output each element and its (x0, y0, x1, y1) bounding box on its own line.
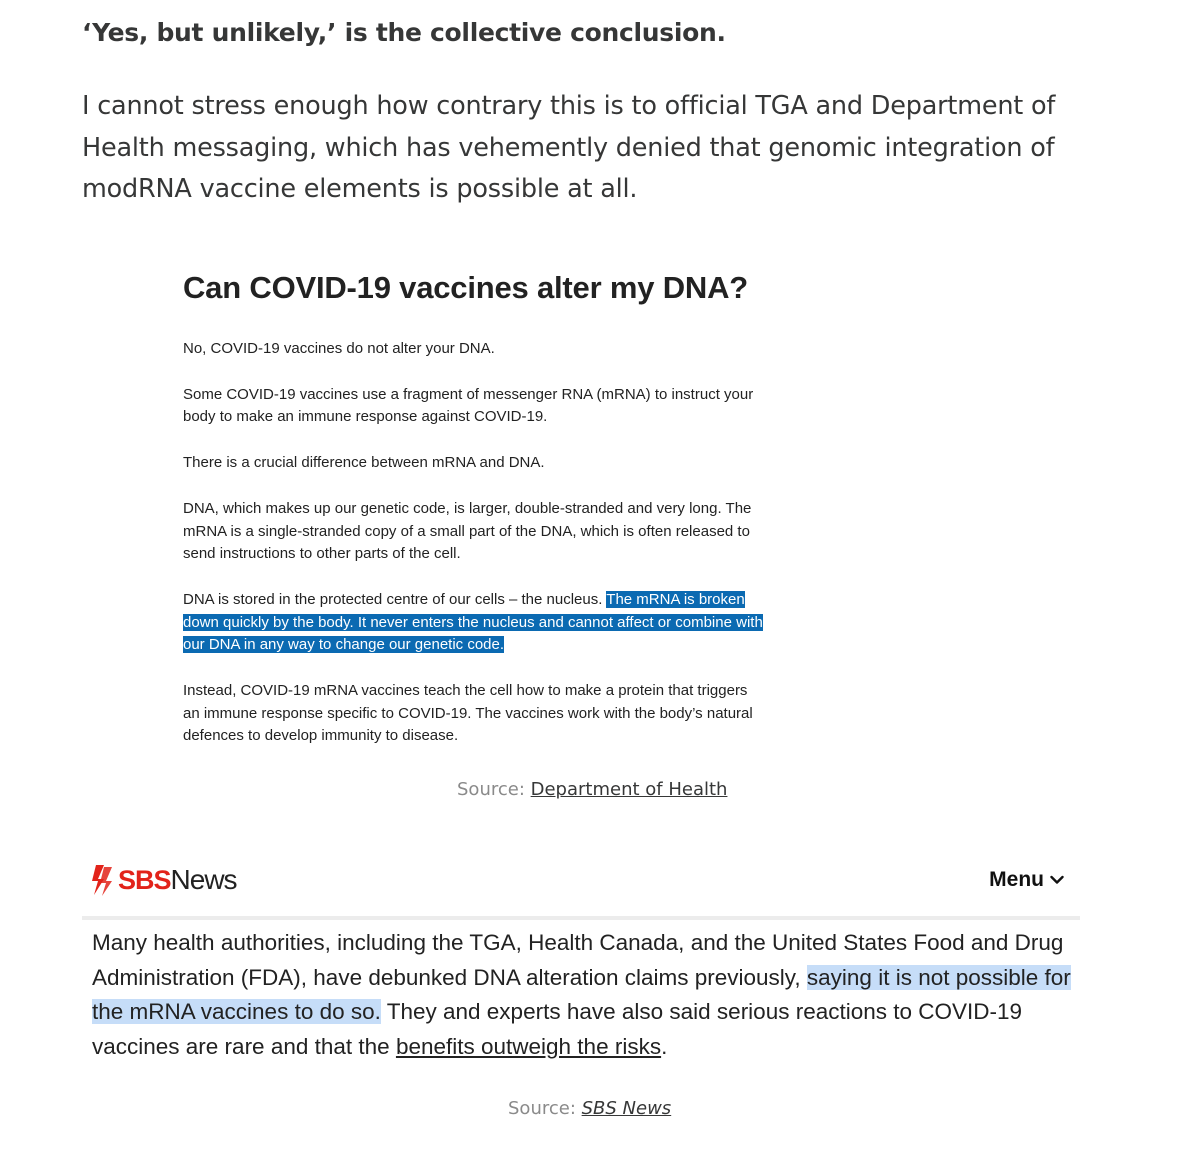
doh-paragraph: DNA, which makes up our genetic code, is larger, double-stranded and very long. The mRNA is a single-stranded copy of a small part of the DNA, which is often released to send instructions to other parts of the cell. (183, 499, 752, 563)
doh-paragraph: Instead, COVID-19 mRNA vaccines teach the cell how to make a protein that triggers an immune response specific to COVID-19. The vaccines work with the body’s natural defences to develop immunity to disease. (183, 682, 753, 745)
sbs-source (508, 1098, 671, 1119)
logo-news: News (170, 864, 237, 895)
source-link-department-of-health[interactable]: Department of Health (530, 779, 728, 800)
sbs-news-logo[interactable] (92, 863, 237, 897)
doh-text: DNA is stored in the protected centre of our cells – the nucleus. (183, 590, 607, 608)
source-label: Source: (457, 779, 525, 800)
doh-paragraph-highlighted (183, 589, 763, 657)
sbs-text: Many health authorities, including the TGA, Health Canada, and the United States Food and Drug Administration (FDA), have debunked DNA alteration claims previously, (92, 930, 1064, 990)
doh-title: Can COVID-19 vaccines alter my DNA? (183, 270, 748, 305)
benefits-outweigh-risks-link[interactable]: benefits outweigh the risks (395, 1033, 662, 1059)
doh-paragraph: No, COVID-19 vaccines do not alter your DNA. (183, 340, 495, 357)
source-label: Source: (508, 1098, 576, 1119)
doh-paragraph: There is a crucial difference between mRNA and DNA. (183, 454, 545, 472)
sbs-header (82, 846, 1080, 920)
chevron-down-icon (1050, 875, 1064, 885)
doh-paragraph: Some COVID-19 vaccines use a fragment of messenger RNA (mRNA) to instruct your body to make an immune response against COVID-19. (183, 385, 754, 426)
logo-brand: SBS (118, 864, 171, 895)
article-lead: ‘Yes, but unlikely,’ is the collective conclusion. (82, 18, 726, 47)
article-paragraph: I cannot stress enough how contrary this is to official TGA and Department of Health messaging, which has vehemently denied that genomic integration of modRNA vaccine elements is possible at all. (82, 91, 1056, 204)
sbs-logo-icon (92, 863, 118, 897)
source-link-sbs-news[interactable]: SBS News (581, 1098, 672, 1119)
sbs-text: They and experts have also said serious reactions to COVID-19 vaccines are rare and that the (92, 999, 1023, 1059)
sbs-highlighted-text: saying it is not possible for the mRNA vaccines to do so. (92, 964, 1071, 1024)
doh-highlighted-text: The mRNA is broken down quickly by the body. It never enters the nucleus and cannot affect or combine with our DNA in any way to change our genetic code. (183, 590, 763, 654)
menu-button[interactable] (989, 868, 1064, 892)
doh-excerpt (183, 270, 763, 771)
doh-source (457, 779, 727, 800)
menu-label: Menu (989, 868, 1044, 891)
sbs-paragraph (92, 926, 1072, 1064)
sbs-text: . (661, 1033, 668, 1059)
